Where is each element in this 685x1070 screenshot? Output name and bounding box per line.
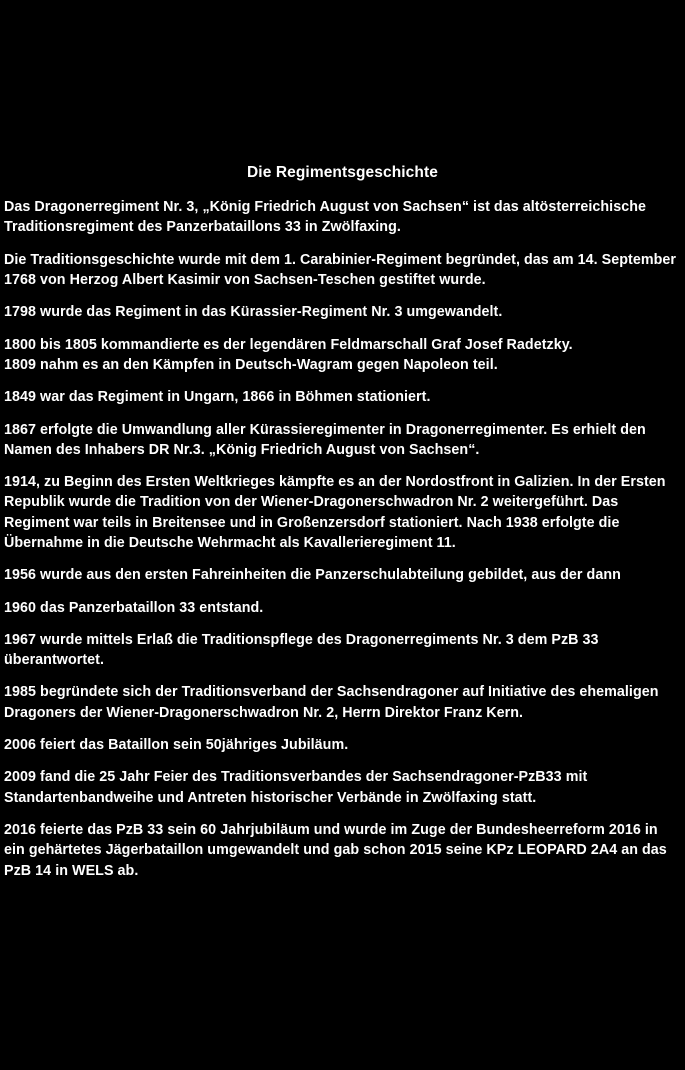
paragraph-1849 xyxy=(4,387,681,407)
paragraph-1956 xyxy=(4,565,681,585)
year-lead: 1800 xyxy=(4,336,37,353)
paragraph-text-second: nahm es an den Kämpfen in Deutsch-Wagram gegen Napoleon teil. xyxy=(36,356,498,373)
year-lead: 2016 xyxy=(4,821,37,838)
year-lead: 1985 xyxy=(4,684,37,701)
page-title: Die Regimentsgeschichte xyxy=(247,164,438,181)
year-lead: 1967 xyxy=(4,631,37,648)
paragraph-1960 xyxy=(4,598,681,618)
year-lead: 1960 xyxy=(4,599,37,616)
paragraph-text: fand die 25 Jahr Feier des Traditionsverbandes der Sachsendragoner-PzB33 mit Standartenbandweihe und Antreten historischer Verbände in Zwölfaxing statt. xyxy=(4,769,588,806)
year-lead: 2006 xyxy=(4,737,37,754)
paragraph-text: das Panzerbataillon 33 entstand. xyxy=(36,599,264,616)
year-lead-second: 1809 xyxy=(4,356,37,373)
paragraph-2009 xyxy=(4,767,681,808)
paragraph-text: wurde das Regiment in das Kürassier-Regiment Nr. 3 umgewandelt. xyxy=(36,304,503,321)
paragraph-text: feiert das Bataillon sein 50jähriges Jubiläum. xyxy=(36,737,349,754)
year-lead: 1849 xyxy=(4,389,37,406)
paragraph-text: bis 1805 kommandierte es der legendären Feldmarschall Graf Josef Radetzky. xyxy=(36,336,573,353)
year-lead: 1867 xyxy=(4,421,37,438)
year-lead: 1914, xyxy=(4,474,41,491)
paragraph-2016 xyxy=(4,820,681,881)
paragraph-1985 xyxy=(4,682,681,723)
paragraph-text: Die Traditionsgeschichte wurde mit dem 1. Carabinier-Regiment begründet, das am 14. September 1768 von Herzog Albert Kasimir von Sachsen-Teschen gestiftet wurde. xyxy=(4,251,677,289)
year-lead: 2009 xyxy=(4,769,37,786)
paragraph-intro xyxy=(4,197,681,238)
paragraph-1967 xyxy=(4,630,681,671)
paragraph-tradition-origin xyxy=(4,250,681,291)
paragraph-text: zu Beginn des Ersten Weltkrieges kämpfte es an der Nordostfront in Galizien. In der Ersten Republik wurde die Tradition von der Wiener-Dragonerschwadron Nr. 2 weitergeführt. Das Regiment war teils in Breitensee und in Großenzersdorf stationiert. Nach 1938 erfolgte die Übernahme in die Deutsche Wehrmacht als Kavallerieregiment 11. xyxy=(4,474,666,551)
paragraph-text: feierte das PzB 33 sein 60 Jahrjubiläum und wurde im Zuge der Bundesheerreform 2016 in ein gehärtetes Jägerbataillon umgewandelt und gab schon 2015 seine KPz LEOPARD 2A4 an das PzB 14 in WELS ab. xyxy=(4,821,667,879)
paragraph-text: wurde aus den ersten Fahreinheiten die Panzerschulabteilung gebildet, aus der dann xyxy=(36,567,621,584)
paragraph-1867 xyxy=(4,420,681,461)
year-lead: 1798 xyxy=(4,304,37,321)
paragraph-text: wurde mittels Erlaß die Traditionspflege des Dragonerregiments Nr. 3 dem PzB 33 überantwortet. xyxy=(4,631,599,669)
document-body xyxy=(4,183,681,881)
paragraph-1914 xyxy=(4,472,681,553)
paragraph-text: begründete sich der Traditionsverband der Sachsendragoner auf Initiative des ehemaligen Dragoners der Wiener-Dragonerschwadron Nr. 2, Herrn Direktor Franz Kern. xyxy=(4,684,659,721)
paragraph-1800-1809 xyxy=(4,335,681,376)
paragraph-2006 xyxy=(4,735,681,755)
paragraph-text: Das Dragonerregiment Nr. 3, „König Friedrich August von Sachsen“ ist das altösterreichische Traditionsregiment des Panzerbataillons 33 in Zwölfaxing. xyxy=(4,199,646,236)
paragraph-text: erfolgte die Umwandlung aller Kürassieregimenter in Dragonerregimenter. Es erhielt den Namen des Inhabers DR Nr.3. „König Friedrich August von Sachsen“. xyxy=(4,421,646,458)
year-lead: 1956 xyxy=(4,567,37,584)
paragraph-1798 xyxy=(4,302,681,322)
paragraph-text: war das Regiment in Ungarn, 1866 in Böhmen stationiert. xyxy=(36,389,431,406)
